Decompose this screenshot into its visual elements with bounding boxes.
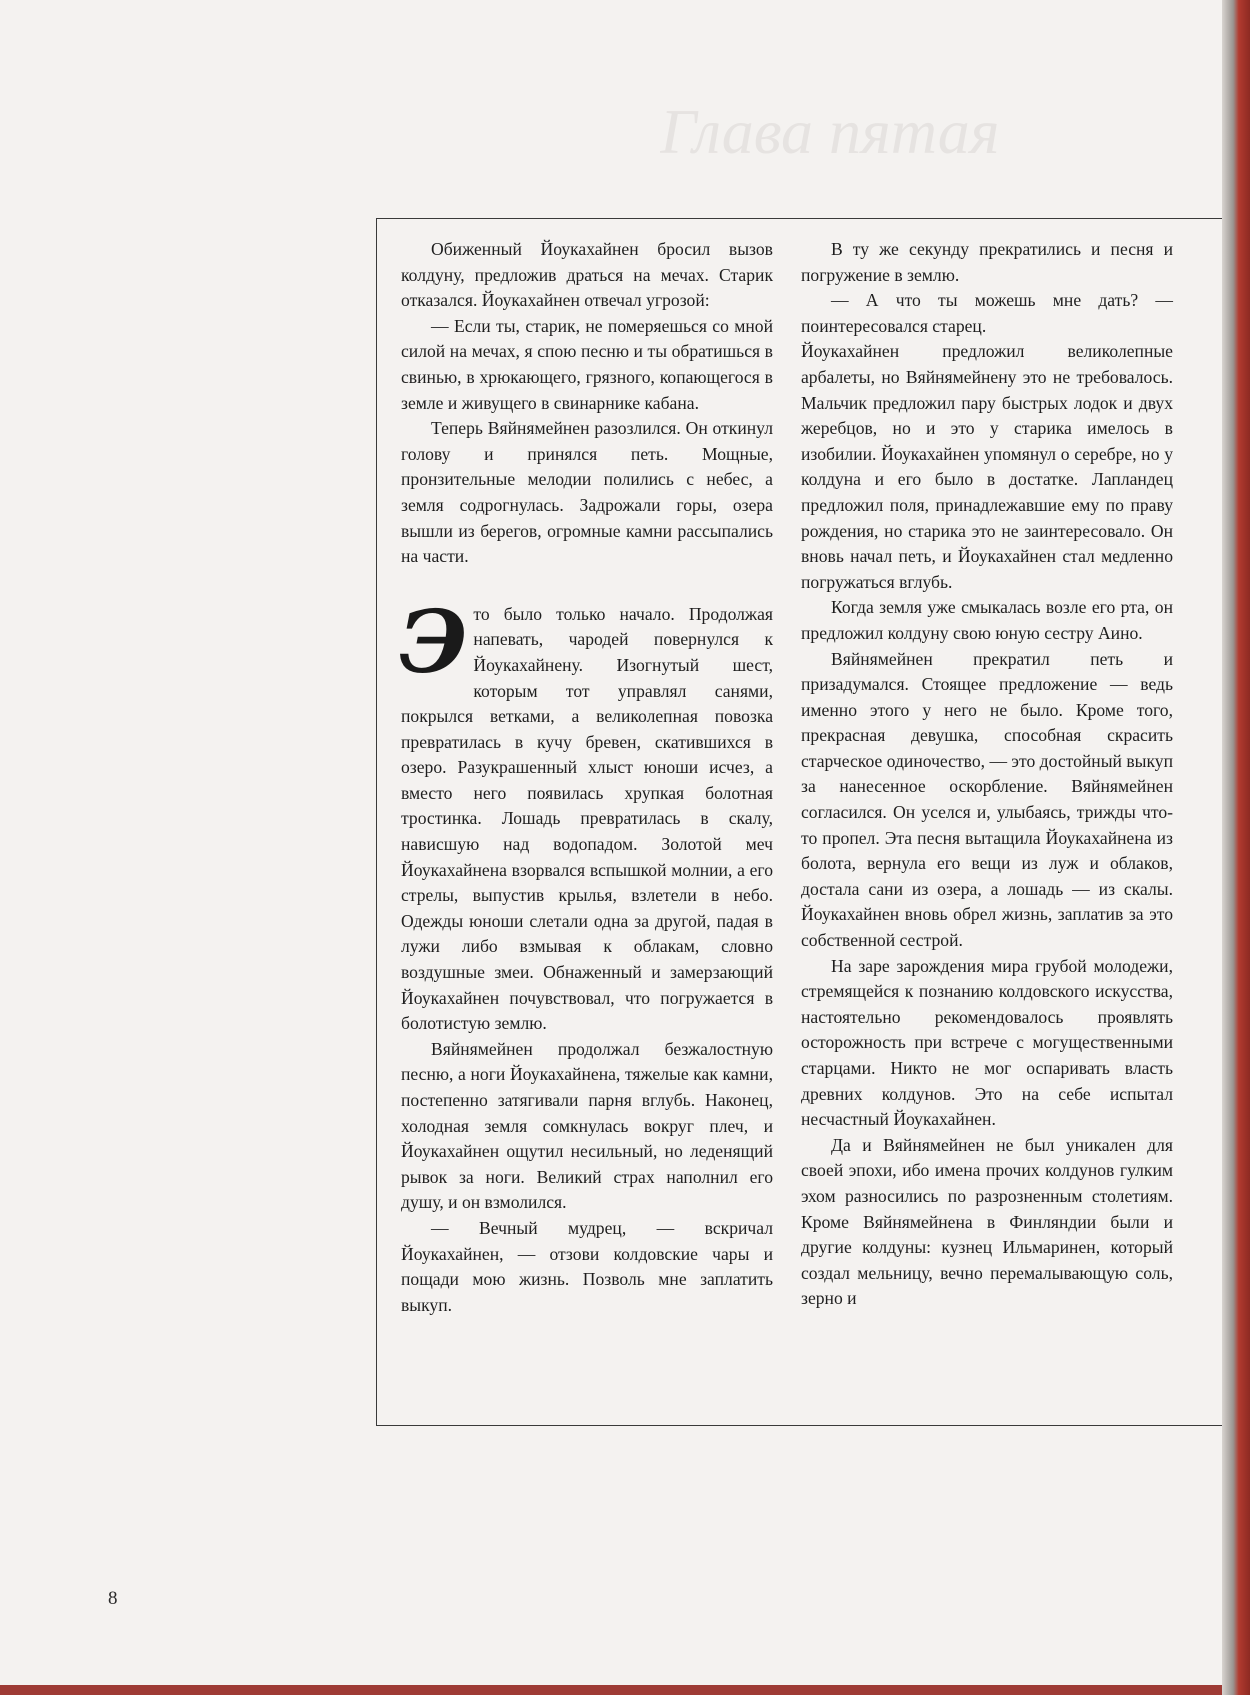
text-frame — [376, 218, 1229, 1426]
text-column-left — [401, 237, 773, 1318]
paragraph: Вяйнямейнен прекратил петь и призадумался. Стоящее предложение — ведь именно этого у него не было. Кроме того, прекрасная девушка, способная скрасить старческое одиночество, — это достойный выкуп за нанесенное оскорбление. Вяйнямейнен согласился. Он уселся и, улыбаясь, трижды что-то пропел. Эта песня вытащила Йоукахайнена из болота, вернула его вещи из луж и облаков, достала сани из озера, а лошадь — из скалы. Йоукахайнен вновь обрел жизнь, заплатив за это собственной сестрой. — [801, 648, 1173, 951]
paragraph: Теперь Вяйнямейнен разозлился. Он откинул голову и принялся петь. Мощные, пронзительные мелодии полились с небес, а земля содрогнулась. Задрожали горы, озера вышли из берегов, огромные камни рассыпались на части. — [401, 418, 773, 567]
background-chapter-title: Глава пятая — [660, 96, 1000, 167]
page-number: 8 — [108, 1588, 118, 1609]
page-bottom-edge — [0, 1685, 1238, 1695]
paragraph: Да и Вяйнямейнен не был уникален для своей эпохи, ибо имена прочих колдунов гулким эхом разносились по разрозненным столетиям. Кроме Вяйнямейнена в Финляндии были и другие колдуны: кузнец Ильмаринен, который создал мельницу, вечно перемалывающую соль, зерно и — [801, 1134, 1173, 1309]
paragraph: Йоукахайнен предложил великолепные арбалеты, но Вяйнямейнену это не требовалось. Мальчик предложил пару быстрых лодок и двух жеребцов, но и это у старика имелось в изобилии. Йоукахайнен упомянул о серебре, но у колдуна и его было в достатке. Лапландец предложил поля, принадлежавшие ему по праву рождения, но старика это не заинтересовало. Он вновь начал петь, и Йоукахайнен стал медленно погружаться вглубь. — [801, 341, 1173, 592]
paragraph: — Вечный мудрец, — вскричал Йоукахайнен, — отзови колдовские чары и пощади мою жизнь. Позволь мне заплатить выкуп. — [401, 1217, 773, 1315]
paragraph: Обиженный Йоукахайнен бросил вызов колдуну, предложив драться на мечах. Старик отказался. Йоукахайнен отвечал угрозой: — [401, 239, 773, 311]
paragraph: В ту же секунду прекратились и песня и погружение в землю. — [801, 239, 1173, 285]
section-text: то было только начало. Продолжая напевать, чародей повернулся к Йоукахайнену. Изогнутый шест, которым тот управлял санями, покрылся ветками, а великолепная повозка превратилась в кучу бревен, скатившихся в озеро. Разукрашенный хлыст юноши исчез, а вместо него появилась хрупкая болотная тростинка. Лошадь превратилась в скалу, нависшую над водопадом. Золотой меч Йоукахайнена взорвался вспышкой молнии, а его стрелы, выпустив крылья, взлетели в небо. Одежды юноши слетали одна за другой, падая в лужи либо взмывая к облакам, словно воздушные змеи. Обнаженный и замерзающий Йоукахайнен почувствовал, что погружается в болотистую землю. — [401, 603, 773, 1034]
section-paragraph — [399, 591, 773, 1037]
drop-cap: Э — [399, 591, 468, 693]
text-column-right — [801, 237, 1173, 1312]
paragraph: На заре зарождения мира грубой молодежи, стремящейся к познанию колдовского искусства, настоятельно рекомендовалось проявлять осторожность при встрече с могущественными старцами. Никто не мог оспаривать власть древних колдунов. Это на себе испытал несчастный Йоукахайнен. — [801, 955, 1173, 1130]
paragraph: Вяйнямейнен продолжал безжалостную песню, а ноги Йоукахайнена, тяжелые как камни, постепенно затягивали парня вглубь. Наконец, холодная земля сомкнулась вокруг плеч, и Йоукахайнен ощутил несильный, но леденящий рывок за ноги. Великий страх наполнил его душу, и он взмолился. — [401, 1038, 773, 1213]
paragraph: — А что ты можешь мне дать? — поинтересовался старец. — [801, 290, 1173, 336]
paragraph: Когда земля уже смыкалась возле его рта, он предложил колдуну свою юную сестру Аино. — [801, 597, 1173, 643]
book-spine-edge — [1222, 0, 1250, 1695]
paragraph: — Если ты, старик, не померяешься со мной силой на мечах, я спою песню и ты обратишься в свинью, в хрюкающего, грязного, копающегося в земле и живущего в свинарнике кабана. — [401, 315, 773, 413]
